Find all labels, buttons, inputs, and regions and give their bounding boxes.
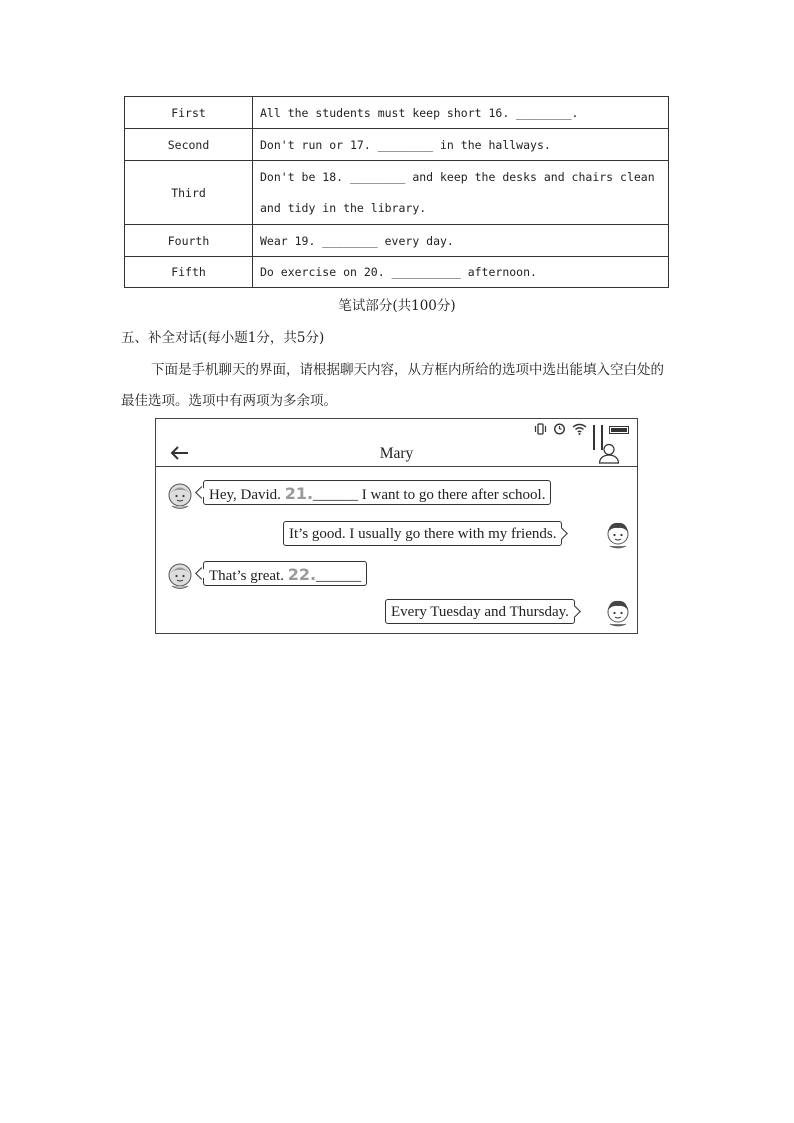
- rule-text: All the students must keep short 16. ________.: [253, 97, 669, 129]
- signal-icon: [593, 425, 595, 435]
- wifi-icon: [572, 423, 587, 438]
- rule-text: Wear 19. ________ every day.: [253, 225, 669, 257]
- user-profile-icon[interactable]: [598, 442, 620, 464]
- table-row: [125, 161, 669, 225]
- chat-title: Mary: [379, 445, 414, 462]
- rule-label: Fifth: [125, 257, 253, 288]
- message-text: That’s great.: [209, 568, 288, 584]
- blank-number: 22.: [287, 565, 317, 584]
- signal-icon-secondary: [601, 425, 603, 435]
- table-row: [125, 129, 669, 161]
- status-bar: [534, 421, 629, 439]
- rules-table: [124, 96, 669, 288]
- message-text: Every Tuesday and Thursday.: [391, 604, 569, 620]
- rule-label: Second: [125, 129, 253, 161]
- girl-avatar-icon: [166, 481, 194, 511]
- message-text: Hey, David.: [209, 487, 285, 503]
- vibrate-icon: [534, 423, 547, 438]
- written-part-caption: 笔试部分(共100分): [338, 298, 456, 314]
- message-text-rest: ______ I want to go there after school.: [313, 487, 546, 503]
- girl-avatar-icon: [166, 561, 194, 591]
- rule-text: Do exercise on 20. __________ afternoon.: [253, 257, 669, 288]
- rule-text: Don't be 18. ________ and keep the desks and chairs clean and tidy in the library.: [253, 161, 669, 225]
- section-title: 五、补全对话(每小题1分，共5分): [121, 330, 325, 346]
- chat-bubble-left: [203, 480, 551, 505]
- table-row: [125, 257, 669, 288]
- phone-chat-screen: [155, 418, 638, 634]
- chat-header: [156, 441, 637, 467]
- chat-bubble-right: [283, 521, 562, 546]
- battery-icon: [609, 426, 629, 434]
- boy-avatar-icon: [604, 598, 632, 628]
- message-text-rest: ______: [316, 568, 362, 584]
- chat-bubble-left: [203, 561, 367, 586]
- rule-text: Don't run or 17. ________ in the hallways.: [253, 129, 669, 161]
- rule-label: First: [125, 97, 253, 129]
- message-text: It’s good. I usually go there with my friends.: [289, 526, 557, 542]
- rule-label: Third: [125, 161, 253, 225]
- rule-label: Fourth: [125, 225, 253, 257]
- table-row: [125, 225, 669, 257]
- chat-bubble-right: [385, 599, 575, 624]
- table-row: [125, 97, 669, 129]
- boy-avatar-icon: [604, 520, 632, 550]
- alarm-icon: [553, 422, 566, 438]
- section-instruction: 下面是手机聊天的界面，请根据聊天内容，从方框内所给的选项中选出能填入空白处的最佳选项。选项中有两项为多余项。: [121, 362, 664, 409]
- blank-number: 21.: [284, 484, 314, 503]
